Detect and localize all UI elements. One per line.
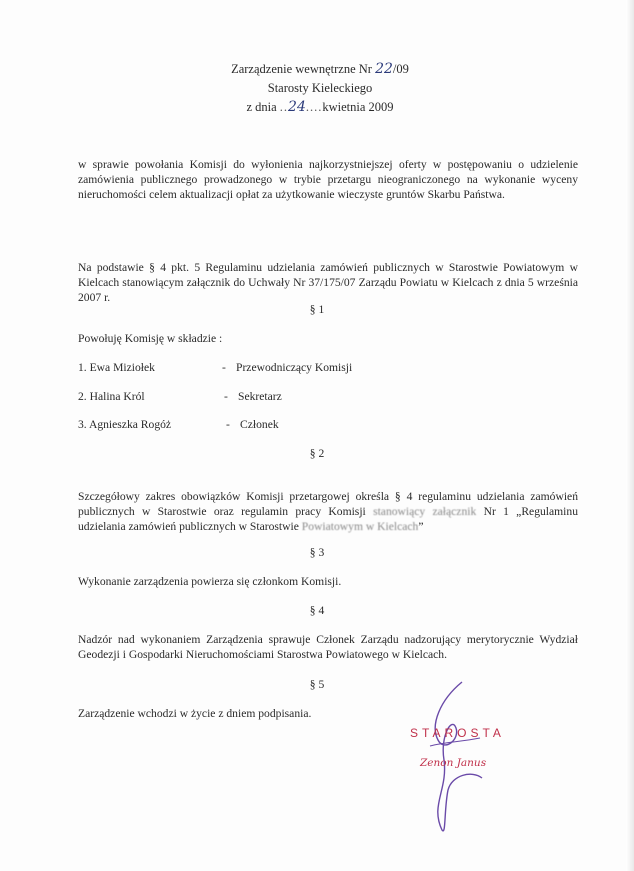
member-role: Przewodniczący Komisji (236, 361, 353, 374)
section-3-heading: § 3 (309, 546, 325, 559)
legal-basis-paragraph: Na podstawie § 4 pkt. 5 Regulaminu udzielania zamówień publicznych w Starostwie Powiatowym w Kielcach stanowiącym załącznik do Uchwały Nr 37/175/07 Zarządu Powiatu w Kielcach z dnia 5 września 2007 r. (78, 261, 578, 304)
committee-intro: Powołuję Komisję w składzie : (78, 332, 223, 345)
execution-paragraph: Wykonanie zarządzenia powierza się członkom Komisji. (78, 575, 342, 588)
scope-faded-text-2: Powiatowym w Kielcach (301, 520, 419, 533)
handwritten-day: 24 (288, 99, 306, 115)
member-name: 1. Ewa Miziołek (78, 361, 155, 374)
document-header (160, 60, 480, 117)
member-dash: - (222, 361, 226, 374)
scope-text-1: Szczegółowy zakres obowiązków Komisji przetargowej określa § 4 regulaminu udzielania zamówień publicznych w Starostwie oraz regulamin pracy Komisji (78, 490, 578, 518)
official-stamp-name: Zenon Janus (420, 757, 487, 769)
header-title-prefix: Zarządzenie wewnętrzne Nr (231, 62, 376, 76)
scope-text-2: Nr 1 „Regulaminu udzielania zamówień publicznych w Starostwie (78, 505, 578, 533)
subject-paragraph: w sprawie powołania Komisji do wyłonienia najkorzystniejszej oferty w postępowaniu o udzielenie zamówienia publicznego prowadzonego w trybie przetargu nieograniczonego na wykonanie wyceny nieruchomości celem aktualizacji opłat za użytkowanie wieczyste gruntów Skarbu Państwa. (78, 158, 578, 201)
member-name: 2. Halina Król (78, 390, 145, 403)
member-row (78, 390, 378, 403)
official-stamp-title: STAROSTA (410, 726, 505, 740)
header-title-suffix: /09 (392, 62, 409, 76)
member-dash: - (226, 418, 230, 431)
section-5-heading: § 5 (309, 678, 325, 691)
supervision-paragraph: Nadzór nad wykonaniem Zarządzenia sprawuje Członek Zarządu nadzorujący merytorycznie Wydział Geodezji i Gospodarki Nieruchomościami Starostwa Powiatowego w Kielcach. (78, 633, 578, 661)
scope-faded-text-1: stanowiący załącznik (373, 505, 477, 518)
section-4-heading: § 4 (309, 604, 325, 617)
handwritten-number: 22 (375, 61, 393, 77)
section-2-heading: § 2 (309, 447, 325, 460)
member-role: Członek (240, 418, 279, 431)
header-date-prefix: z dnia (246, 100, 280, 114)
scope-paragraph (78, 489, 578, 534)
member-name: 3. Agnieszka Rogóż (78, 418, 172, 431)
entry-into-force-paragraph: Zarządzenie wchodzi w życie z dniem podpisania. (78, 707, 312, 720)
member-role: Sekretarz (238, 390, 282, 403)
date-dots-right: .... (305, 100, 323, 114)
member-row (78, 361, 378, 374)
header-line-2: Starosty Kieleckiego (267, 81, 373, 95)
member-row (78, 418, 378, 431)
header-line-1 (160, 60, 480, 79)
header-date-suffix: kwietnia 2009 (322, 100, 394, 114)
scan-edge (626, 0, 634, 871)
header-line-3 (160, 98, 480, 117)
section-1-heading: § 1 (309, 303, 325, 316)
scope-text-3: ” (418, 520, 424, 533)
date-dots-left: .. (279, 100, 289, 114)
member-dash: - (224, 390, 228, 403)
